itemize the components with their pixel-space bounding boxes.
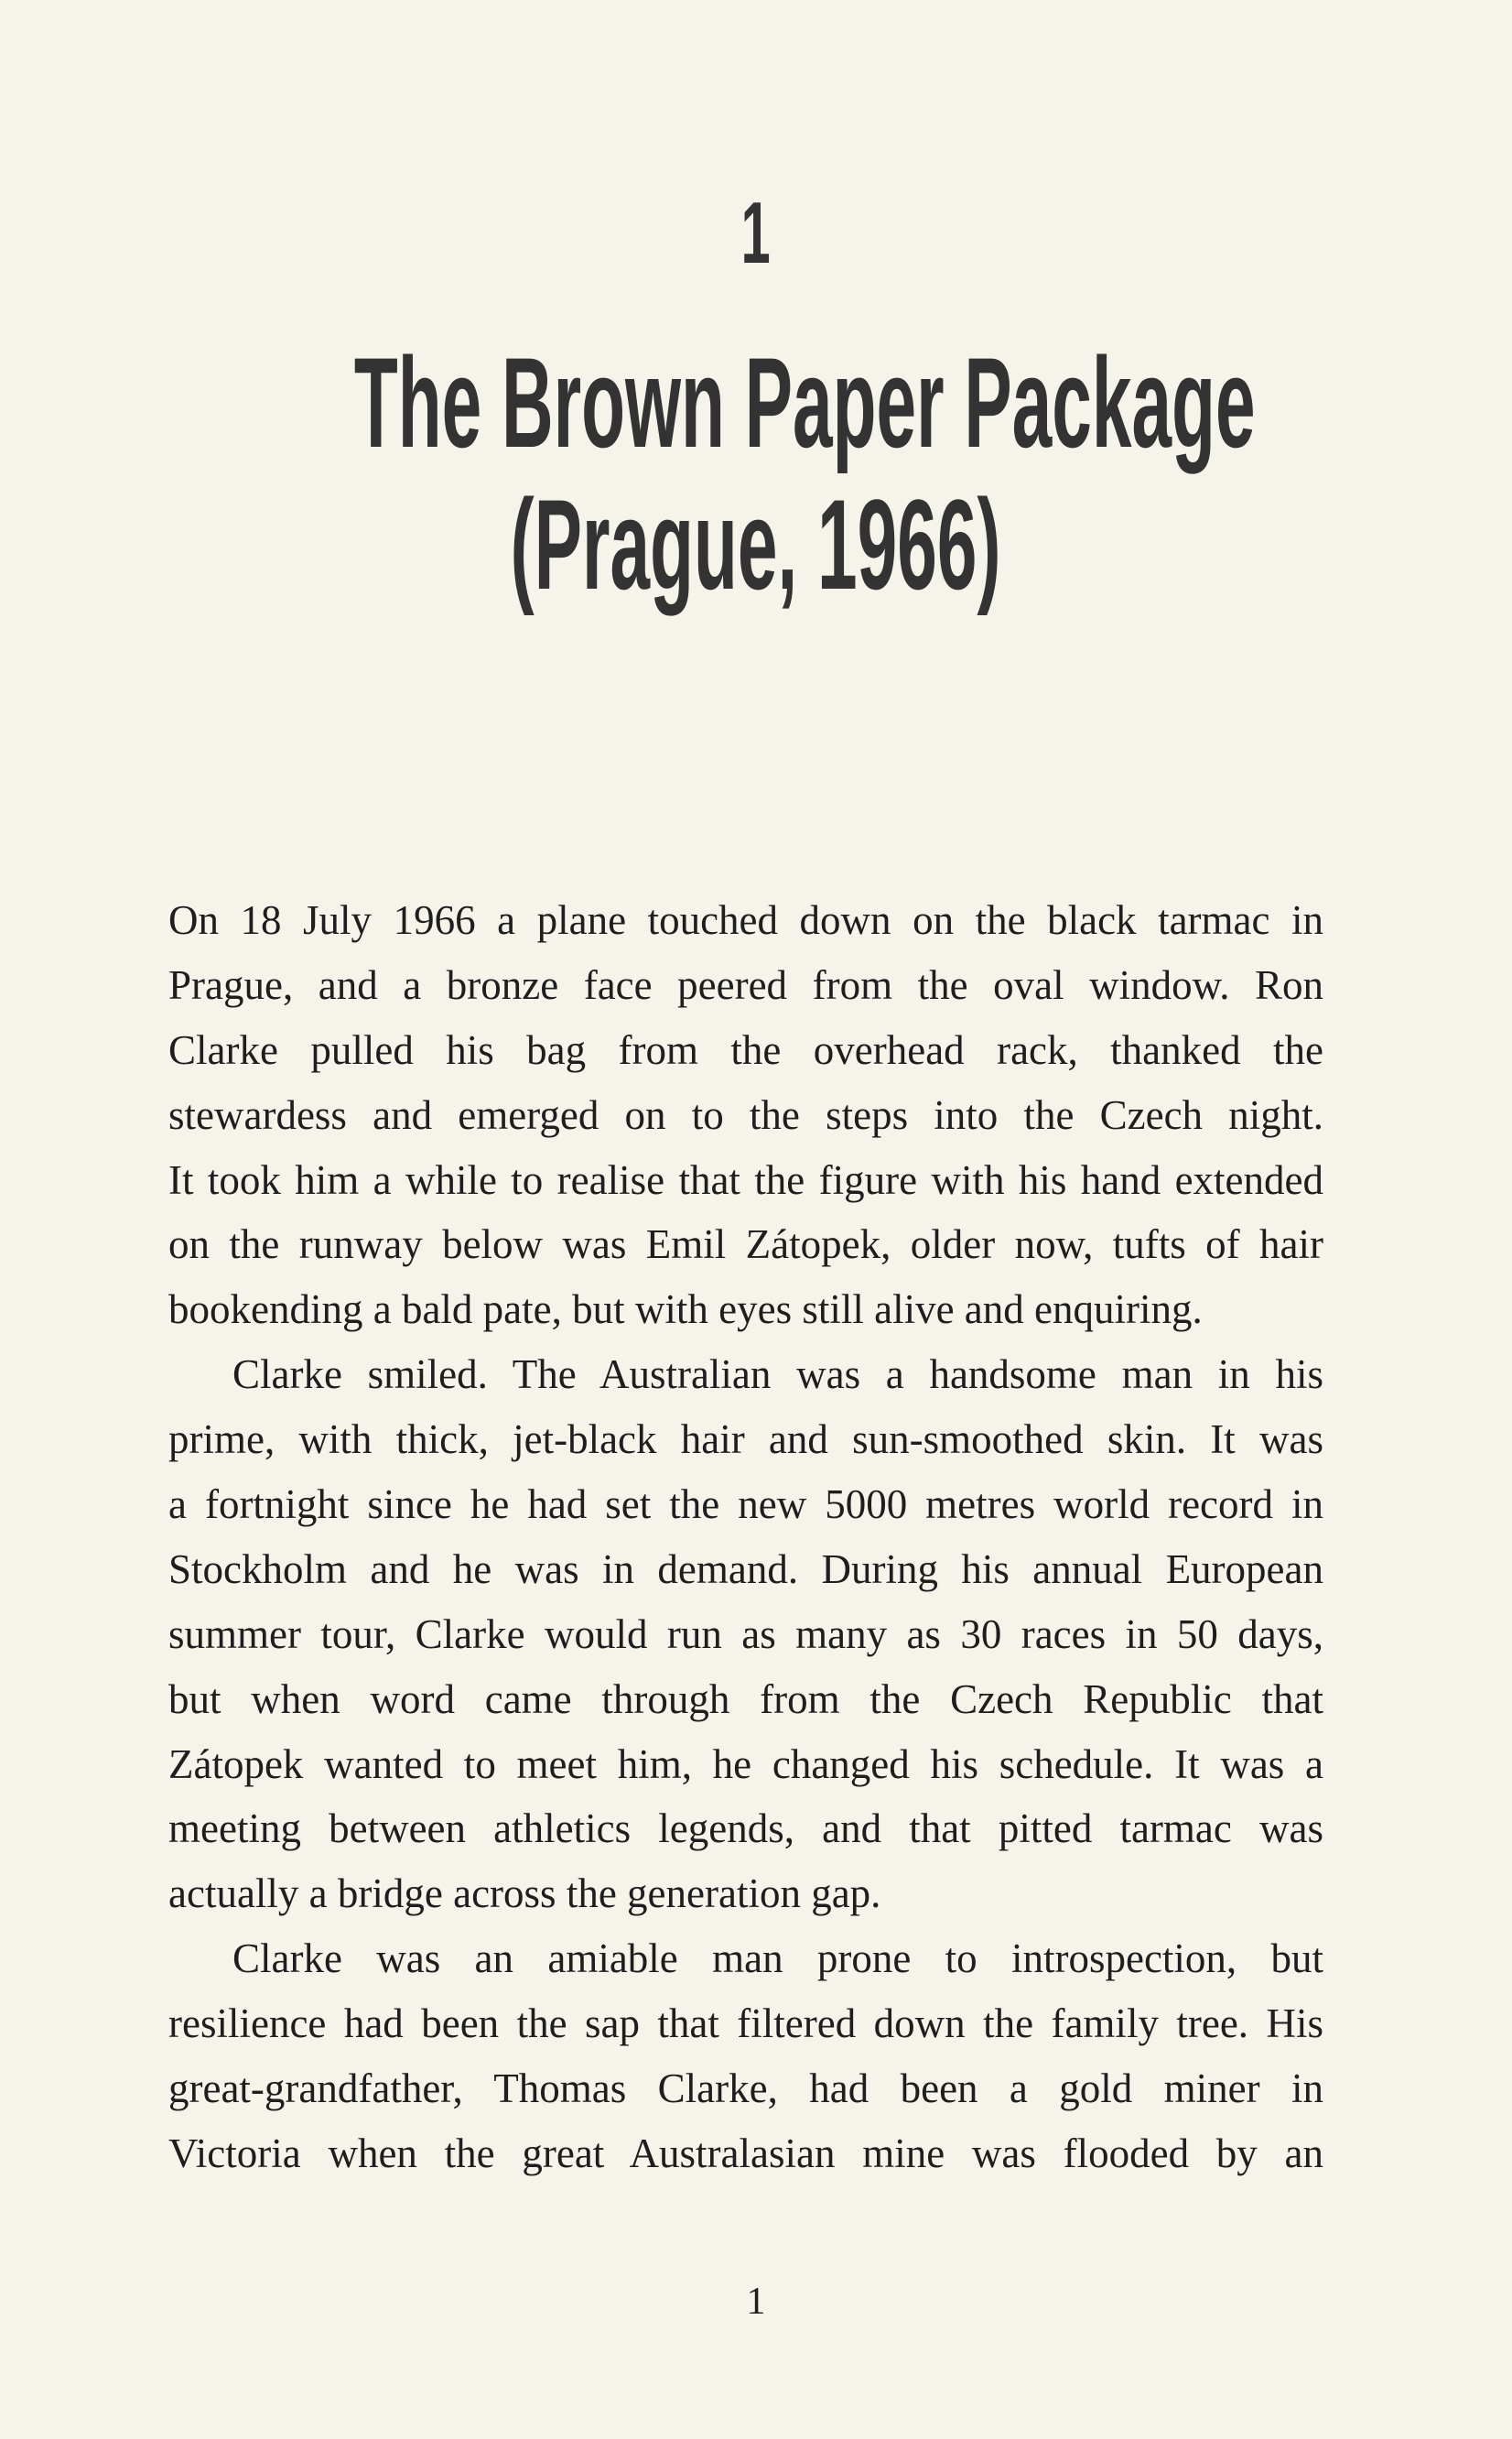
- text-line: on the runway below was Emil Zátopek, older now, tufts of hair: [168, 1221, 1323, 1268]
- text-line: summer tour, Clarke would run as many as 30 races in 50 days,: [168, 1610, 1323, 1657]
- text-line: Stockholm and he was in demand. During his annual European: [168, 1545, 1323, 1592]
- text-line: Victoria when the great Australasian mine was flooded by an: [168, 2130, 1323, 2176]
- text-line: Clarke pulled his bag from the overhead rack, thanked the: [168, 1026, 1323, 1073]
- chapter-title-line-2: (Prague, 1966): [511, 472, 1001, 616]
- page-number: 1: [746, 2281, 766, 2323]
- text-line: On 18 July 1966 a plane touched down on the black tarmac in: [168, 897, 1323, 943]
- body-text: [168, 888, 1323, 2186]
- text-line: stewardess and emerged on to the steps into the Czech night.: [168, 1091, 1323, 1138]
- text-line: bookending a bald pate, but with eyes still alive and enquiring.: [168, 1286, 1203, 1333]
- text-line: but when word came through from the Czech Republic that: [168, 1675, 1323, 1722]
- text-line: great-grandfather, Thomas Clarke, had been a gold miner in: [168, 2065, 1323, 2112]
- text-line: actually a bridge across the generation gap.: [168, 1870, 881, 1917]
- text-line: resilience had been the sap that filtered down the family tree. His: [168, 2000, 1323, 2047]
- text-line: Clarke was an amiable man prone to introspection, but: [232, 1935, 1323, 1982]
- text-line: It took him a while to realise that the figure with his hand extended: [168, 1156, 1323, 1203]
- text-line: Clarke smiled. The Australian was a handsome man in his: [232, 1351, 1323, 1398]
- text-line: prime, with thick, jet-black hair and sun-smoothed skin. It was: [168, 1416, 1323, 1463]
- text-line: Zátopek wanted to meet him, he changed his schedule. It was a: [168, 1740, 1323, 1787]
- text-line: meeting between athletics legends, and that pitted tarmac was: [168, 1805, 1323, 1852]
- chapter-title-line-1: The Brown Paper Package: [353, 331, 1256, 474]
- text-line: a fortnight since he had set the new 5000 metres world record in: [168, 1481, 1323, 1528]
- text-line: Prague, and a bronze face peered from the oval window. Ron: [168, 961, 1323, 1008]
- chapter-number: 1: [740, 184, 772, 282]
